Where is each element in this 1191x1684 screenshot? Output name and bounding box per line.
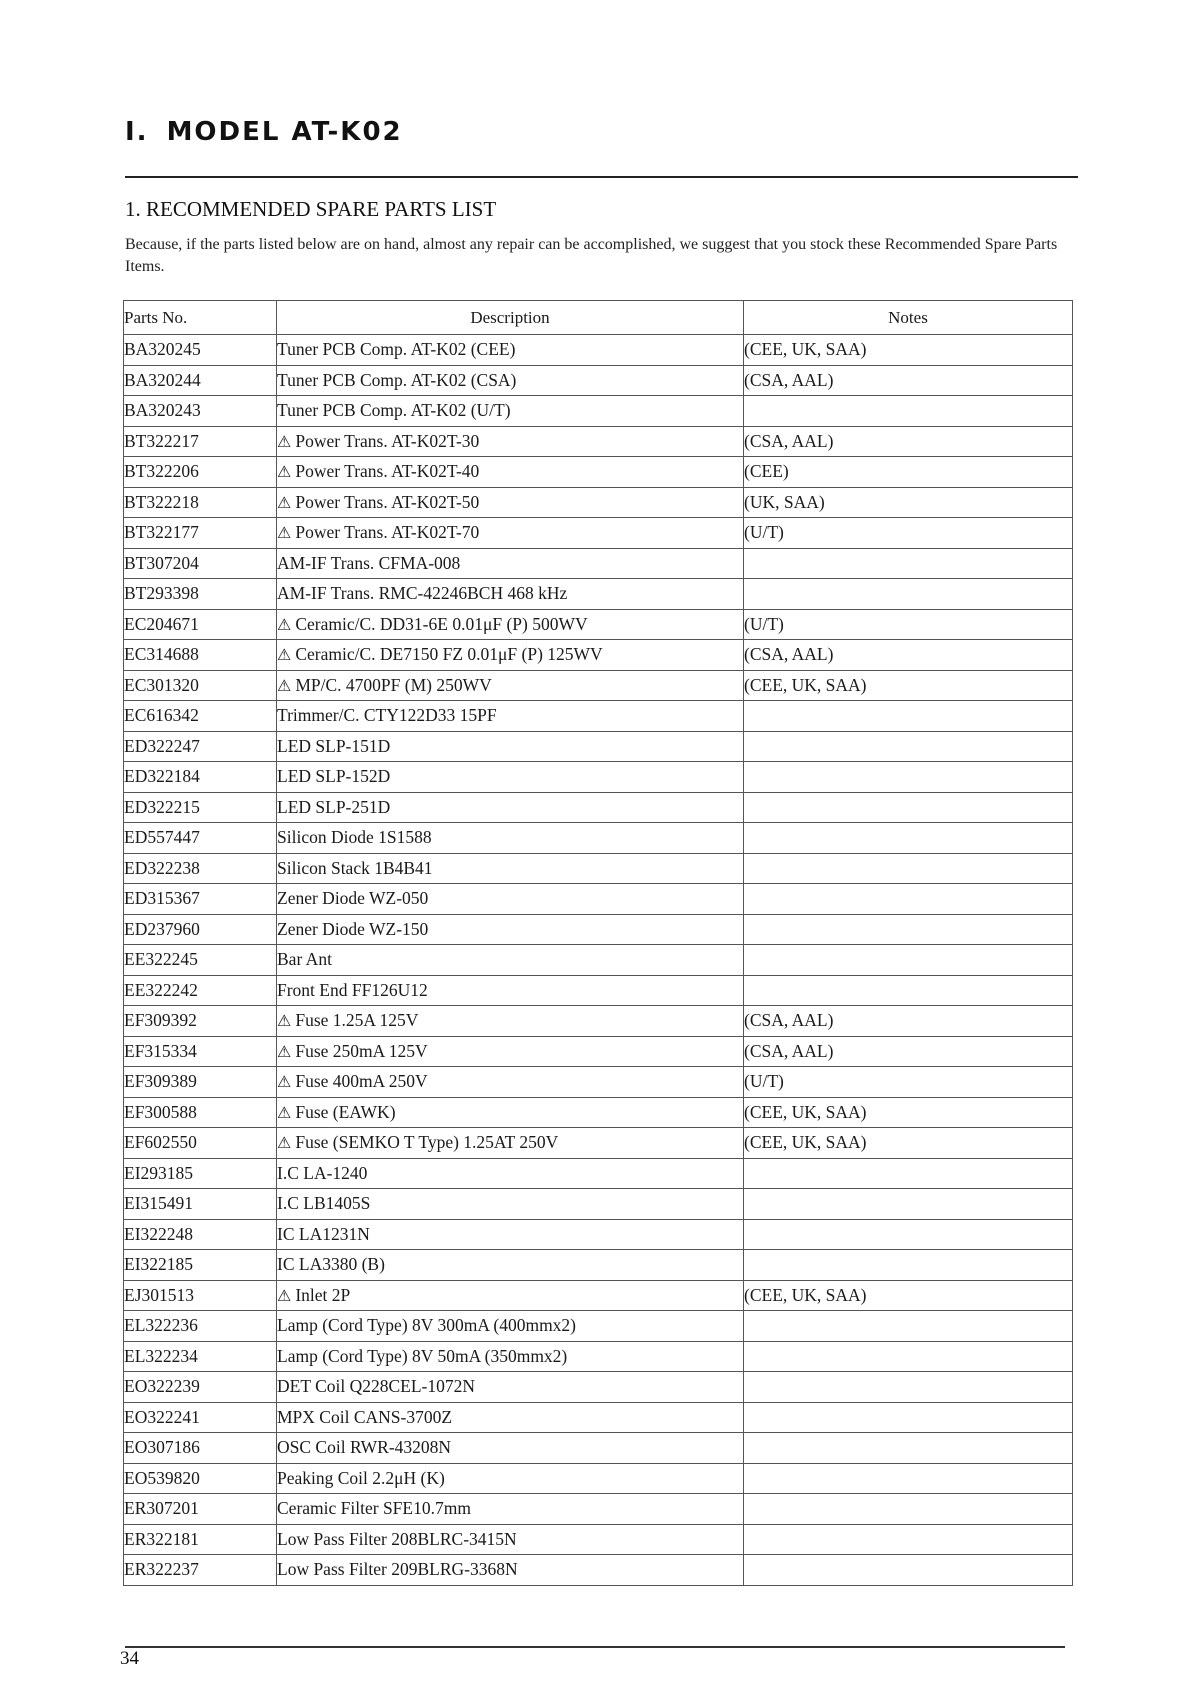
- notes-cell: (UK, SAA): [744, 487, 1073, 518]
- chapter-number: I.: [125, 117, 149, 147]
- table-row: [124, 518, 1073, 549]
- notes-cell: [744, 579, 1073, 610]
- notes-cell: (U/T): [744, 1067, 1073, 1098]
- part-number-cell: BT322218: [124, 487, 277, 518]
- notes-cell: [744, 853, 1073, 884]
- notes-cell: (CSA, AAL): [744, 365, 1073, 396]
- safety-warning-icon: ⚠: [277, 462, 292, 482]
- notes-cell: [744, 1250, 1073, 1281]
- description-cell: [277, 335, 744, 366]
- description-cell: [277, 823, 744, 854]
- description-text: AM-IF Trans. RMC-42246BCH 468 kHz: [277, 583, 568, 604]
- table-row: [124, 1402, 1073, 1433]
- part-number-cell: BA320245: [124, 335, 277, 366]
- notes-cell: [744, 975, 1073, 1006]
- part-number-cell: EI322185: [124, 1250, 277, 1281]
- notes-cell: [744, 731, 1073, 762]
- notes-cell: [744, 396, 1073, 427]
- description-cell: [277, 1067, 744, 1098]
- description-cell: [277, 792, 744, 823]
- notes-cell: [744, 1341, 1073, 1372]
- description-text: LED SLP-151D: [277, 735, 391, 756]
- description-cell: [277, 457, 744, 488]
- notes-cell: [744, 762, 1073, 793]
- description-cell: [277, 1219, 744, 1250]
- description-text: Power Trans. AT-K02T-50: [295, 491, 480, 512]
- part-number-cell: EO322241: [124, 1402, 277, 1433]
- description-cell: [277, 945, 744, 976]
- description-cell: [277, 731, 744, 762]
- part-number-cell: EJ301513: [124, 1280, 277, 1311]
- table-row: [124, 1036, 1073, 1067]
- table-row: [124, 1311, 1073, 1342]
- description-text: I.C LA-1240: [277, 1162, 368, 1183]
- part-number-cell: ER322237: [124, 1555, 277, 1586]
- table-row: [124, 457, 1073, 488]
- table-row: [124, 670, 1073, 701]
- description-cell: [277, 1555, 744, 1586]
- description-cell: [277, 914, 744, 945]
- description-cell: [277, 518, 744, 549]
- description-text: MP/C. 4700PF (M) 250WV: [295, 674, 492, 695]
- description-text: Power Trans. AT-K02T-40: [295, 461, 480, 482]
- table-row: [124, 1341, 1073, 1372]
- part-number-cell: ER322181: [124, 1524, 277, 1555]
- table-row: [124, 853, 1073, 884]
- description-text: Low Pass Filter 209BLRG-3368N: [277, 1559, 518, 1580]
- description-text: LED SLP-251D: [277, 796, 391, 817]
- table-row: [124, 548, 1073, 579]
- description-text: AM-IF Trans. CFMA-008: [277, 552, 461, 573]
- notes-cell: [744, 1524, 1073, 1555]
- description-cell: [277, 487, 744, 518]
- part-number-cell: BT322177: [124, 518, 277, 549]
- part-number-cell: EE322245: [124, 945, 277, 976]
- safety-warning-icon: ⚠: [277, 1102, 292, 1122]
- section-title: 1. RECOMMENDED SPARE PARTS LIST: [125, 197, 497, 221]
- table-row: [124, 335, 1073, 366]
- description-cell: [277, 640, 744, 671]
- part-number-cell: ED322247: [124, 731, 277, 762]
- description-text: Zener Diode WZ-150: [277, 918, 429, 939]
- description-cell: [277, 1402, 744, 1433]
- description-text: Tuner PCB Comp. AT-K02 (CEE): [277, 339, 516, 360]
- notes-cell: (CEE, UK, SAA): [744, 670, 1073, 701]
- notes-cell: [744, 1372, 1073, 1403]
- notes-cell: (U/T): [744, 518, 1073, 549]
- description-text: Power Trans. AT-K02T-70: [295, 522, 480, 543]
- part-number-cell: EO322239: [124, 1372, 277, 1403]
- table-row: [124, 1097, 1073, 1128]
- description-cell: [277, 853, 744, 884]
- description-cell: [277, 701, 744, 732]
- part-number-cell: EL322234: [124, 1341, 277, 1372]
- description-text: IC LA3380 (B): [277, 1254, 385, 1275]
- notes-cell: (CEE, UK, SAA): [744, 1280, 1073, 1311]
- notes-cell: [744, 1555, 1073, 1586]
- notes-cell: [744, 1311, 1073, 1342]
- notes-cell: [744, 1189, 1073, 1220]
- description-text: Trimmer/C. CTY122D33 15PF: [277, 705, 497, 726]
- part-number-cell: EO539820: [124, 1463, 277, 1494]
- part-number-cell: EI322248: [124, 1219, 277, 1250]
- part-number-cell: EI315491: [124, 1189, 277, 1220]
- description-cell: [277, 1311, 744, 1342]
- safety-warning-icon: ⚠: [277, 675, 292, 695]
- intro-paragraph: Because, if the parts listed below are on hand, almost any repair can be accomplished, we suggest that you stock these Recommended Spare Parts Items.: [125, 236, 1058, 275]
- table-row: [124, 1463, 1073, 1494]
- table-row: [124, 1250, 1073, 1281]
- description-cell: [277, 365, 744, 396]
- part-number-cell: BA320244: [124, 365, 277, 396]
- description-text: DET Coil Q228CEL-1072N: [277, 1376, 476, 1397]
- description-cell: [277, 1341, 744, 1372]
- safety-warning-icon: ⚠: [277, 492, 292, 512]
- table-row: [124, 1067, 1073, 1098]
- part-number-cell: ED557447: [124, 823, 277, 854]
- description-text: Lamp (Cord Type) 8V 50mA (350mmx2): [277, 1345, 568, 1366]
- safety-warning-icon: ⚠: [277, 1011, 292, 1031]
- notes-cell: [744, 1494, 1073, 1525]
- description-text: Inlet 2P: [295, 1284, 351, 1305]
- part-number-cell: BT322217: [124, 426, 277, 457]
- notes-cell: [744, 1219, 1073, 1250]
- description-cell: [277, 579, 744, 610]
- description-text: Lamp (Cord Type) 8V 300mA (400mmx2): [277, 1315, 577, 1336]
- description-text: Ceramic/C. DE7150 FZ 0.01μF (P) 125WV: [295, 644, 603, 665]
- description-text: Ceramic/C. DD31-6E 0.01μF (P) 500WV: [295, 613, 588, 634]
- table-row: [124, 945, 1073, 976]
- description-text: Peaking Coil 2.2μH (K): [277, 1467, 445, 1488]
- part-number-cell: EF309392: [124, 1006, 277, 1037]
- description-text: LED SLP-152D: [277, 766, 391, 787]
- safety-warning-icon: ⚠: [277, 614, 292, 634]
- safety-warning-icon: ⚠: [277, 523, 292, 543]
- safety-warning-icon: ⚠: [277, 1041, 292, 1061]
- table-row: [124, 1158, 1073, 1189]
- notes-cell: [744, 884, 1073, 915]
- description-text: Bar Ant: [277, 949, 332, 970]
- description-cell: [277, 609, 744, 640]
- part-number-cell: ED237960: [124, 914, 277, 945]
- notes-cell: [744, 548, 1073, 579]
- table-row: [124, 792, 1073, 823]
- description-text: Fuse 1.25A 125V: [295, 1010, 419, 1031]
- part-number-cell: ER307201: [124, 1494, 277, 1525]
- description-text: Front End FF126U12: [277, 979, 428, 1000]
- notes-cell: [744, 1433, 1073, 1464]
- notes-cell: [744, 1158, 1073, 1189]
- description-text: MPX Coil CANS-3700Z: [277, 1406, 453, 1427]
- part-number-cell: EI293185: [124, 1158, 277, 1189]
- part-number-cell: EC314688: [124, 640, 277, 671]
- part-number-cell: ED322215: [124, 792, 277, 823]
- table-row: [124, 640, 1073, 671]
- table-row: [124, 1189, 1073, 1220]
- table-row: [124, 1280, 1073, 1311]
- description-cell: [277, 670, 744, 701]
- notes-cell: (CEE, UK, SAA): [744, 335, 1073, 366]
- notes-cell: (CSA, AAL): [744, 1036, 1073, 1067]
- description-cell: [277, 884, 744, 915]
- description-cell: [277, 762, 744, 793]
- safety-warning-icon: ⚠: [277, 1285, 292, 1305]
- description-cell: [277, 1250, 744, 1281]
- description-text: Ceramic Filter SFE10.7mm: [277, 1498, 471, 1519]
- part-number-cell: ED322238: [124, 853, 277, 884]
- table-row: [124, 1555, 1073, 1586]
- part-number-cell: EF300588: [124, 1097, 277, 1128]
- part-number-cell: ED315367: [124, 884, 277, 915]
- table-row: [124, 975, 1073, 1006]
- spare-parts-table: [123, 300, 1073, 1586]
- description-text: Power Trans. AT-K02T-30: [295, 430, 480, 451]
- description-cell: [277, 1128, 744, 1159]
- safety-warning-icon: ⚠: [277, 431, 292, 451]
- table-row: [124, 1372, 1073, 1403]
- heading-rule: [125, 176, 1078, 178]
- description-text: Zener Diode WZ-050: [277, 888, 429, 909]
- description-text: Low Pass Filter 208BLRC-3415N: [277, 1528, 517, 1549]
- notes-cell: (CSA, AAL): [744, 426, 1073, 457]
- table-row: [124, 884, 1073, 915]
- table-body: [124, 335, 1073, 1586]
- chapter-title: MODEL AT-K02: [166, 117, 403, 147]
- column-header-notes: Notes: [744, 301, 1073, 335]
- description-cell: [277, 1036, 744, 1067]
- description-text: Fuse 250mA 125V: [295, 1040, 428, 1061]
- description-text: IC LA1231N: [277, 1223, 370, 1244]
- notes-cell: [744, 1463, 1073, 1494]
- description-text: Silicon Diode 1S1588: [277, 827, 432, 848]
- part-number-cell: EO307186: [124, 1433, 277, 1464]
- description-cell: [277, 1006, 744, 1037]
- notes-cell: (CSA, AAL): [744, 1006, 1073, 1037]
- column-header-parts-no: Parts No.: [124, 301, 277, 335]
- notes-cell: [744, 945, 1073, 976]
- part-number-cell: BA320243: [124, 396, 277, 427]
- description-cell: [277, 396, 744, 427]
- table-header-row: [124, 301, 1073, 335]
- description-text: Fuse (SEMKO T Type) 1.25AT 250V: [295, 1132, 559, 1153]
- notes-cell: [744, 792, 1073, 823]
- part-number-cell: EC616342: [124, 701, 277, 732]
- table-row: [124, 701, 1073, 732]
- notes-cell: [744, 914, 1073, 945]
- table-row: [124, 914, 1073, 945]
- description-cell: [277, 1189, 744, 1220]
- part-number-cell: EF315334: [124, 1036, 277, 1067]
- notes-cell: [744, 1402, 1073, 1433]
- table-row: [124, 1494, 1073, 1525]
- notes-cell: (CEE): [744, 457, 1073, 488]
- table-row: [124, 426, 1073, 457]
- notes-cell: [744, 823, 1073, 854]
- safety-warning-icon: ⚠: [277, 1072, 292, 1092]
- table-row: [124, 487, 1073, 518]
- description-text: Fuse 400mA 250V: [295, 1071, 428, 1092]
- table-row: [124, 609, 1073, 640]
- table-row: [124, 365, 1073, 396]
- notes-cell: (CSA, AAL): [744, 640, 1073, 671]
- description-text: I.C LB1405S: [277, 1193, 371, 1214]
- description-text: Tuner PCB Comp. AT-K02 (CSA): [277, 369, 517, 390]
- description-cell: [277, 548, 744, 579]
- table-row: [124, 762, 1073, 793]
- description-cell: [277, 1494, 744, 1525]
- description-cell: [277, 1524, 744, 1555]
- safety-warning-icon: ⚠: [277, 645, 292, 665]
- description-cell: [277, 1463, 744, 1494]
- part-number-cell: EC204671: [124, 609, 277, 640]
- notes-cell: [744, 701, 1073, 732]
- table-row: [124, 731, 1073, 762]
- description-cell: [277, 1280, 744, 1311]
- part-number-cell: BT307204: [124, 548, 277, 579]
- table-row: [124, 396, 1073, 427]
- description-cell: [277, 1433, 744, 1464]
- description-cell: [277, 426, 744, 457]
- column-header-description: Description: [277, 301, 744, 335]
- description-text: Fuse (EAWK): [295, 1101, 396, 1122]
- part-number-cell: EF309389: [124, 1067, 277, 1098]
- part-number-cell: EL322236: [124, 1311, 277, 1342]
- notes-cell: (CEE, UK, SAA): [744, 1128, 1073, 1159]
- table-row: [124, 1219, 1073, 1250]
- notes-cell: (U/T): [744, 609, 1073, 640]
- part-number-cell: EF602550: [124, 1128, 277, 1159]
- description-cell: [277, 1372, 744, 1403]
- table-row: [124, 579, 1073, 610]
- part-number-cell: EC301320: [124, 670, 277, 701]
- table-row: [124, 1524, 1073, 1555]
- table-row: [124, 1433, 1073, 1464]
- safety-warning-icon: ⚠: [277, 1133, 292, 1153]
- description-cell: [277, 1097, 744, 1128]
- chapter-heading: [125, 117, 403, 147]
- page-number: 34: [120, 1648, 139, 1669]
- description-text: Tuner PCB Comp. AT-K02 (U/T): [277, 400, 511, 421]
- footer-rule: [125, 1646, 1065, 1648]
- part-number-cell: BT322206: [124, 457, 277, 488]
- table-row: [124, 823, 1073, 854]
- part-number-cell: BT293398: [124, 579, 277, 610]
- table-row: [124, 1006, 1073, 1037]
- table-row: [124, 1128, 1073, 1159]
- notes-cell: (CEE, UK, SAA): [744, 1097, 1073, 1128]
- description-text: Silicon Stack 1B4B41: [277, 857, 433, 878]
- part-number-cell: EE322242: [124, 975, 277, 1006]
- description-cell: [277, 975, 744, 1006]
- description-cell: [277, 1158, 744, 1189]
- description-text: OSC Coil RWR-43208N: [277, 1437, 452, 1458]
- part-number-cell: ED322184: [124, 762, 277, 793]
